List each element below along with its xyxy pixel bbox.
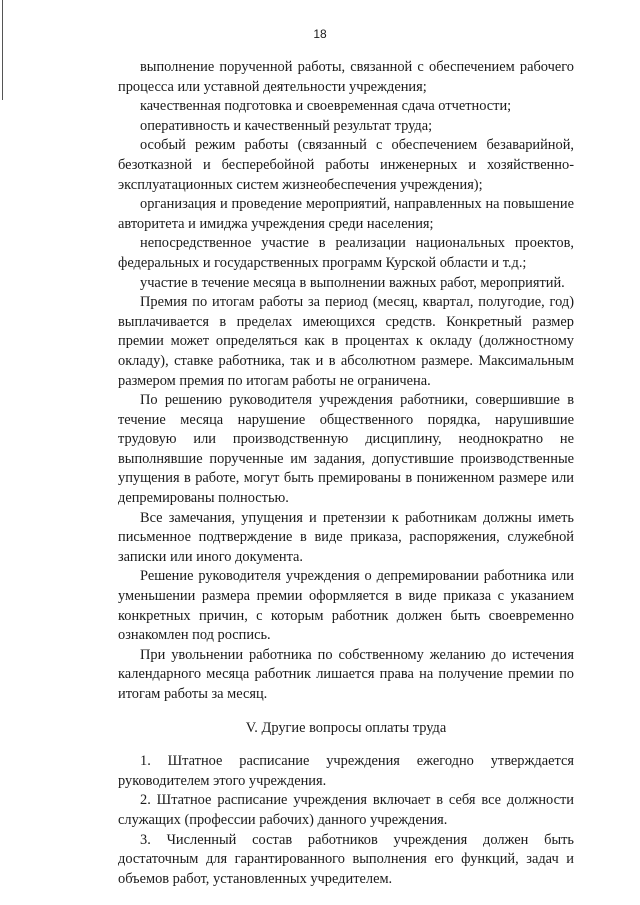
scan-edge-line	[2, 0, 3, 100]
paragraph: качественная подготовка и своевременная сдача отчетности;	[140, 98, 512, 115]
document-body	[118, 58, 574, 889]
paragraph: При увольнении работника по собственному желанию до истечения календарного месяца работник лишается права на получение премии по итогам работы за месяц.	[118, 646, 574, 702]
paragraph: По решению руководителя учреждения работники, совершившие в течение месяца нарушение общественного порядка, нарушившие трудовую или производственную дисциплину, неоднократно не выполнявшие порученные им задания, допустившие производственные упущения в работе, могут быть премированы в пониженном размере или депремированы полностью.	[118, 392, 574, 507]
page-number: 18	[313, 27, 327, 41]
paragraph: Все замечания, упущения и претензии к работникам должны иметь письменное подтверждение в виде приказа, распоряжения, служебной записки или иного документа.	[118, 509, 574, 565]
paragraph: Решение руководителя учреждения о депремировании работника или уменьшении размера премии оформляется в виде приказа с указанием конкретных причин, с которым работник должен быть своевременно ознакомлен под роспись.	[118, 568, 574, 644]
paragraph: организация и проведение мероприятий, направленных на повышение авторитета и имиджа учреждения среди населения;	[118, 196, 574, 232]
paragraph: выполнение порученной работы, связанной с обеспечением рабочего процесса или уставной деятельности учреждения;	[118, 59, 574, 95]
paragraph: 1. Штатное расписание учреждения ежегодно утверждается руководителем этого учреждения.	[118, 753, 574, 789]
paragraph: участие в течение месяца в выполнении важных работ, мероприятий.	[140, 274, 565, 291]
paragraph: Премия по итогам работы за период (месяц, квартал, полугодие, год) выплачивается в пределах имеющихся средств. Конкретный размер премии может определяться как в процентах к окладу (должностному окладу), ставке работника, так и в абсолютном размере. Максимальным размером премия по итогам работы не ограничена.	[118, 294, 574, 389]
paragraph: оперативность и качественный результат труда;	[140, 117, 433, 134]
paragraph: 2. Штатное расписание учреждения включает в себя все должности служащих (профессии рабочих) данного учреждения.	[118, 792, 574, 828]
section-heading: V. Другие вопросы оплаты труда	[245, 719, 447, 736]
paragraph: непосредственное участие в реализации национальных проектов, федеральных и государственных программ Курской области и т.д.;	[118, 235, 574, 271]
paragraph: 3. Численный состав работников учреждения должен быть достаточным для гарантированного выполнения его функций, задач и объемов работ, установленных учредителем.	[118, 831, 574, 887]
paragraph: особый режим работы (связанный с обеспечением безаварийной, безотказной и бесперебойной работы инженерных и хозяйственно-эксплуатационных систем жизнеобеспечения учреждения);	[118, 137, 574, 193]
